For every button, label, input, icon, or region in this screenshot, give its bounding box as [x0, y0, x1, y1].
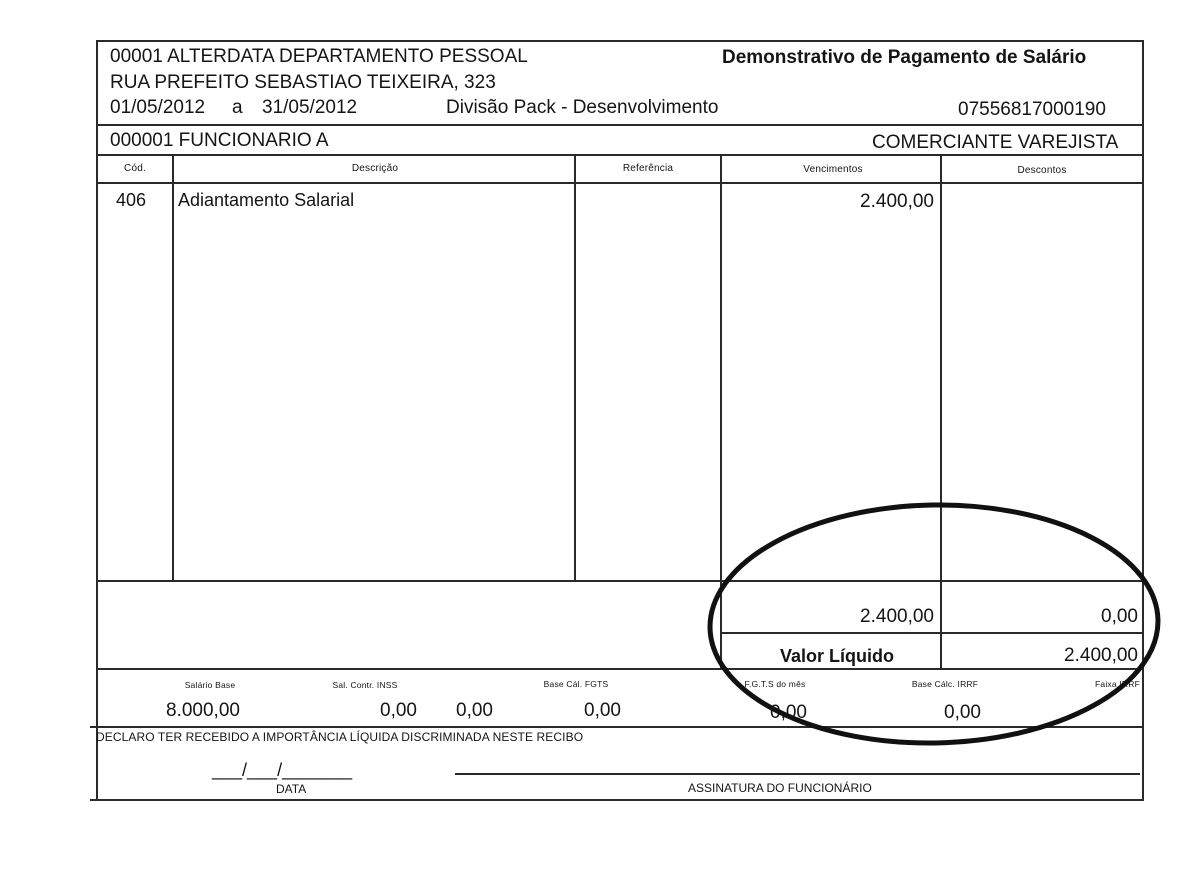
net-value-label: Valor Líquido	[780, 646, 895, 666]
bases-divider	[90, 726, 1144, 728]
frame-bottom-border	[90, 799, 1144, 801]
column-header-divider	[96, 182, 1144, 184]
column-header-code: Cód.	[124, 163, 146, 174]
base-label-fgts-month: F.G.T.S do mês	[744, 679, 806, 689]
base-value-salary: 8.000,00	[166, 700, 240, 721]
base-value-inss: 0,00	[380, 700, 417, 721]
period-separator: a	[232, 97, 243, 118]
base-value-fgts: 0,00	[584, 700, 621, 721]
earnings-total: 2.400,00	[860, 606, 934, 627]
employee-name: 000001 FUNCIONARIO A	[110, 130, 329, 151]
signature-label: ASSINATURA DO FUNCIONÁRIO	[688, 781, 872, 795]
signature-line	[455, 773, 1140, 775]
document-title: Demonstrativo de Pagamento de Salário	[722, 47, 1087, 68]
base-label-irrf: Base Cálc. IRRF	[911, 679, 979, 689]
employee-role: COMERCIANTE VAREJISTA	[872, 132, 1119, 153]
column-header-earnings: Vencimentos	[803, 164, 863, 175]
row-earnings: 2.400,00	[860, 191, 934, 212]
row-code: 406	[116, 190, 147, 210]
base-label-irrf-bracket: Faixa IRRF	[1095, 679, 1140, 689]
base-value-inss-extra: 0,00	[456, 700, 493, 721]
declaration-text: DECLARO TER RECEBIDO A IMPORTÂNCIA LÍQUIDA DISCRIMINADA NESTE RECIBO	[96, 730, 584, 744]
column-separator-reference	[720, 156, 722, 670]
employee-divider	[96, 154, 1144, 156]
deductions-total: 0,00	[1101, 606, 1138, 627]
base-value-fgts-month: 0,00	[770, 702, 807, 723]
body-bottom-divider	[96, 580, 1144, 582]
frame-top-border	[96, 40, 1144, 42]
period-end: 31/05/2012	[262, 97, 358, 118]
column-header-deductions: Descontos	[1017, 165, 1067, 176]
column-separator-description	[574, 156, 576, 582]
column-separator-earnings	[940, 156, 942, 670]
totals-bottom-divider	[96, 668, 1144, 670]
division: Divisão Pack - Desenvolvimento	[446, 97, 719, 118]
base-value-irrf: 0,00	[944, 702, 981, 723]
column-header-description: Descrição	[351, 163, 399, 174]
column-header-reference: Referência	[622, 163, 674, 174]
base-label-salary: Salário Base	[184, 680, 236, 690]
totals-divider	[722, 632, 1144, 634]
company-address: RUA PREFEITO SEBASTIAO TEIXEIRA, 323	[110, 72, 496, 93]
column-separator-code	[172, 156, 174, 582]
base-label-inss: Sal. Contr. INSS	[332, 680, 398, 690]
net-value: 2.400,00	[1064, 645, 1138, 666]
company-cnpj: 07556817000190	[958, 99, 1106, 120]
company-name: 00001 ALTERDATA DEPARTAMENTO PESSOAL	[110, 46, 528, 67]
date-label: DATA	[276, 782, 307, 796]
header-divider	[96, 124, 1144, 126]
row-description: Adiantamento Salarial	[178, 190, 355, 210]
base-label-fgts: Base Cál. FGTS	[543, 679, 609, 689]
period-start: 01/05/2012	[110, 97, 206, 118]
date-placeholder: ___/___/_______	[212, 760, 353, 780]
